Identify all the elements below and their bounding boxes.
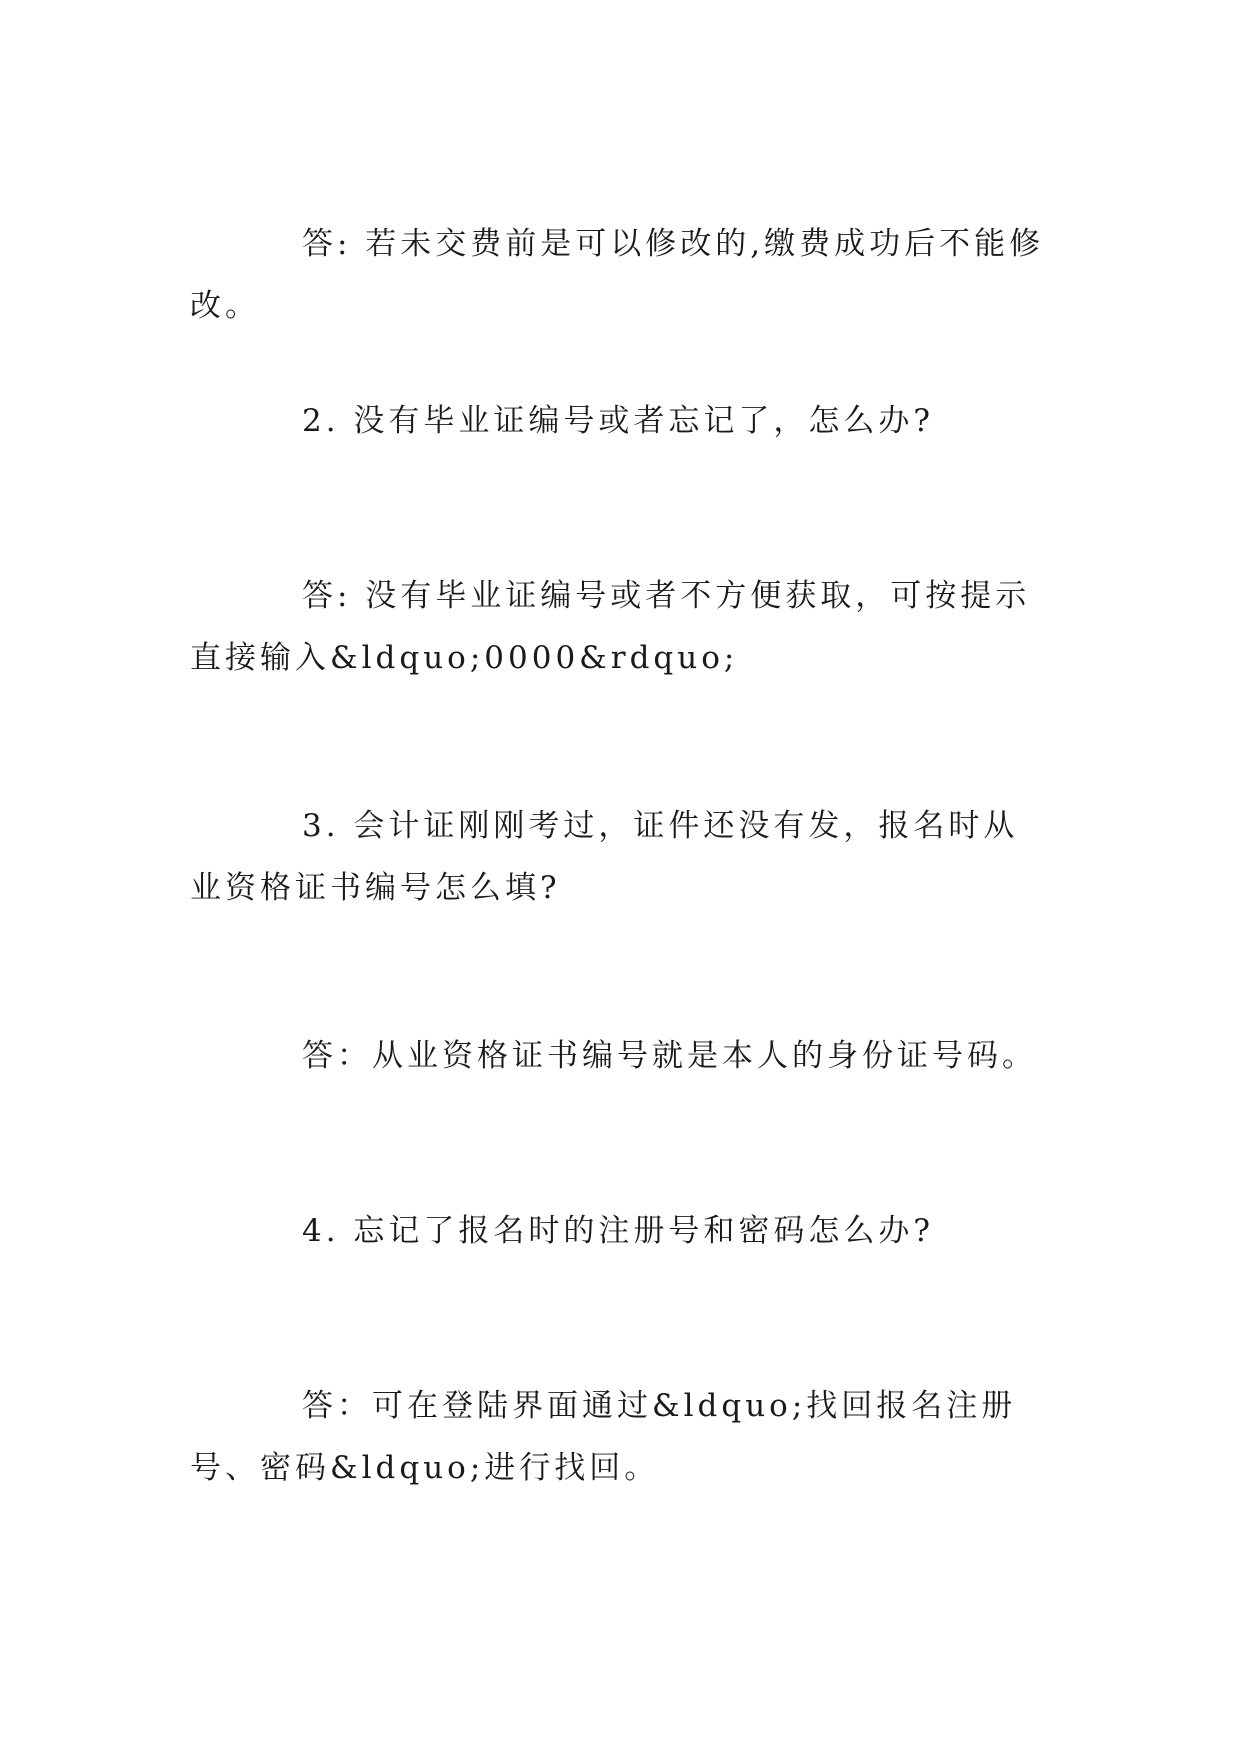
answer-paragraph: 答: 没有毕业证编号或者不方便获取，可按提示直接输入&ldquo;0000&rdquo;: [190, 578, 1031, 676]
question-paragraph: 4. 忘记了报名时的注册号和密码怎么办?: [302, 1213, 935, 1249]
answer-paragraph: 答: 若未交费前是可以修改的,缴费成功后不能修改。: [190, 226, 1045, 324]
question-paragraph: 3. 会计证刚刚考过，证件还没有发，报名时从业资格证书编号怎么填?: [190, 808, 1019, 906]
question-paragraph: 2. 没有毕业证编号或者忘记了，怎么办?: [302, 403, 935, 439]
answer-paragraph: 答：从业资格证书编号就是本人的身份证号码。: [302, 1038, 1037, 1074]
answer-paragraph: 答：可在登陆界面通过&ldquo;找回报名注册号、密码&ldquo;进行找回。: [190, 1388, 1017, 1486]
